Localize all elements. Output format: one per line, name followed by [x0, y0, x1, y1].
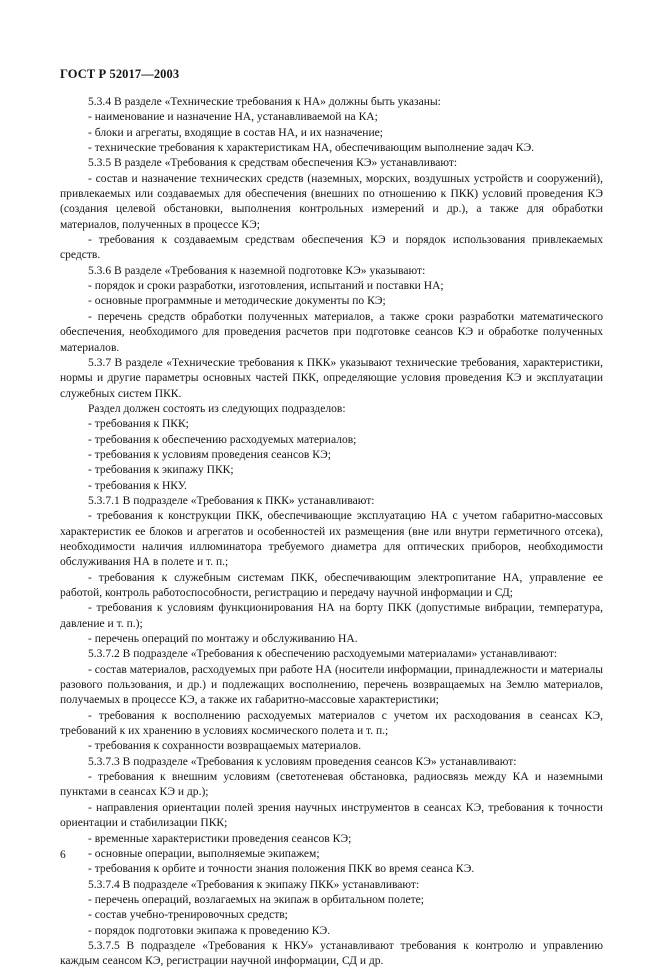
paragraph: 5.3.6 В разделе «Требования к наземной подготовке КЭ» указывают:: [88, 264, 426, 277]
paragraph: - требования к восполнению расходуемых материалов с учетом их расходования в сеансах КЭ, требований к их хранению в условиях космического полета и т. п.;: [60, 709, 603, 738]
paragraph: - состав учебно-тренировочных средств;: [88, 909, 288, 922]
paragraph: - направления ориентации полей зрения научных инструментов в сеансах КЭ, требования к точности ориентации и стабилизации ПКК;: [60, 801, 603, 830]
paragraph: - требования к ПКК;: [88, 418, 189, 431]
paragraph: - состав и назначение технических средств (наземных, морских, воздушных устройств и сооружений), привлекаемых или создаваемых для обеспечения (внешних по отношению к ПКК) условий проведения КЭ (создания целевой обстановки, выполнения контрольных измерений и др.), а также для обработки материалов, полученных в процессе КЭ;: [60, 172, 603, 231]
paragraph: - требования к условиям проведения сеансов КЭ;: [88, 448, 331, 461]
paragraph: - требования к сохранности возвращаемых материалов.: [88, 740, 362, 753]
paragraph: - требования к внешним условиям (светотеневая обстановка, радиосвязь между КА и наземными пунктами в сеансах КЭ и др.);: [60, 771, 603, 799]
paragraph: - наименование и назначение НА, устанавливаемой на КА;: [88, 111, 378, 124]
paragraph: 5.3.7.3 В подразделе «Требования к условиям проведения сеансов КЭ» устанавливают:: [88, 755, 517, 768]
paragraph: - перечень средств обработки полученных материалов, а также сроки разработки математического обеспечения, необходимого для проведения расчетов при подготовке сеансов КЭ и обработке полученных материалов.: [60, 310, 603, 354]
paragraph: - требования к создаваемым средствам обеспечения КЭ и порядок использования привлекаемых средств.: [60, 234, 603, 262]
paragraph: 5.3.7.4 В подразделе «Требования к экипажу ПКК» устанавливают:: [88, 878, 420, 891]
document-header: ГОСТ Р 52017—2003: [60, 67, 180, 81]
paragraph: - порядок подготовки экипажа к проведению КЭ.: [88, 924, 331, 937]
paragraph: - требования к служебным системам ПКК, обеспечивающим электропитание НА, управление ее работой, контроль работоспособности, регистрацию и передачу научной информации и СД;: [60, 571, 603, 599]
paragraph: - требования к экипажу ПКК;: [88, 464, 234, 477]
paragraph: 5.3.7 В разделе «Технические требования к ПКК» указывают технические требования, характеристики, нормы и другие параметры основных частей ПКК, определяющие условия проведения КЭ и эксплуатации служебных систем ПКК.: [60, 356, 603, 400]
page-number: 6: [60, 849, 66, 861]
paragraph: - требования к орбите и точности знания положения ПКК во время сеанса КЭ.: [88, 863, 475, 876]
paragraph: - основные программные и методические документы по КЭ;: [88, 295, 386, 308]
paragraph: 5.3.4 В разделе «Технические требования к НА» должны быть указаны:: [88, 96, 441, 108]
paragraph: - требования к условиям функционирования НА на борту ПКК (допустимые вибрации, температура, давление и т. п.);: [60, 602, 603, 630]
paragraph: - требования к конструкции ПКК, обеспечивающие эксплуатацию НА с учетом габаритно-массовых характеристик ее блоков и агрегатов и особенностей их размещения (вне или внутри герметичного отсека), необходимости наличия иллюминатора требуемого диаметра для оптических приборов, необходимости обслуживания НА в полете и т. п.;: [60, 510, 603, 569]
paragraph: - перечень операций по монтажу и обслуживанию НА.: [88, 633, 358, 646]
paragraph: - временные характеристики проведения сеансов КЭ;: [88, 832, 352, 845]
paragraph: - требования к НКУ.: [88, 479, 187, 492]
paragraph: 5.3.5 В разделе «Требования к средствам обеспечения КЭ» устанавливают:: [88, 157, 458, 170]
paragraph: - состав материалов, расходуемых при работе НА (носители информации, принадлежности и материалы разового пользования, и др.) и подлежащих восполнению, перечень возвращаемых на Землю материалов, получаемых в процессе КЭ, а также их габаритно-массовые характеристики;: [60, 663, 603, 707]
paragraph: Раздел должен состоять из следующих подразделов:: [88, 402, 346, 415]
paragraph: 5.3.7.2 В подразделе «Требования к обеспечению расходуемыми материалами» устанавливают:: [88, 648, 558, 661]
paragraph: 5.3.7.5 В подразделе «Требования к НКУ» устанавливают требования к контролю и управлению каждым сеансом КЭ, регистрации научной информации, СД и др.: [60, 939, 603, 968]
paragraph: - блоки и агрегаты, входящие в состав НА, и их назначение;: [88, 126, 383, 139]
paragraph: - основные операции, выполняемые экипажем;: [88, 847, 320, 860]
paragraph: 5.3.7.1 В подразделе «Требования к ПКК» устанавливают:: [88, 494, 375, 507]
paragraph: - технические требования к характеристикам НА, обеспечивающим выполнение задач КЭ.: [88, 142, 535, 155]
paragraph: - требования к обеспечению расходуемых материалов;: [88, 433, 357, 446]
paragraph: - перечень операций, возлагаемых на экипаж в орбитальном полете;: [88, 893, 424, 906]
paragraph: - порядок и сроки разработки, изготовления, испытаний и поставки НА;: [88, 280, 444, 293]
document-body: [60, 95, 603, 970]
